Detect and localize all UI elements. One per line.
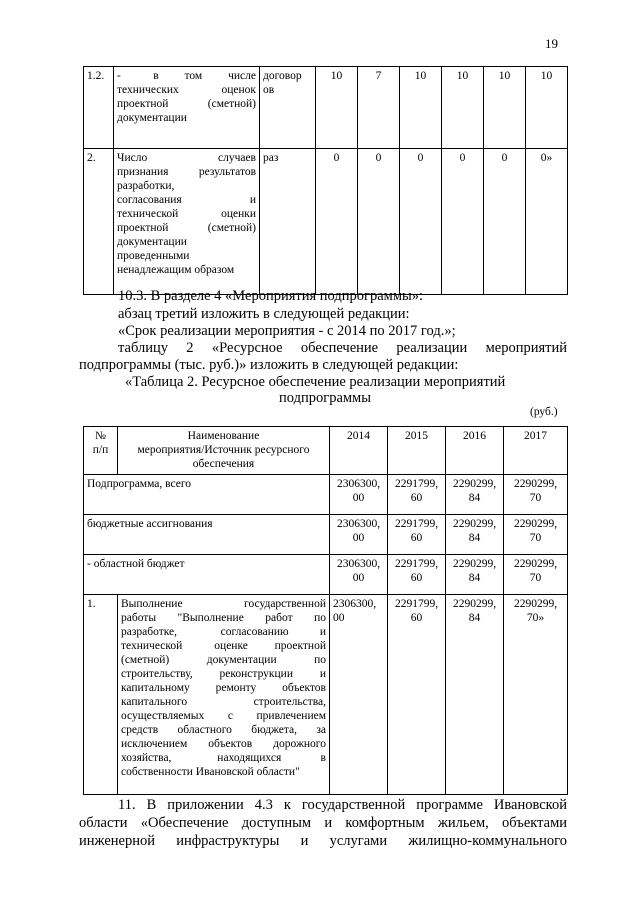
unit	[260, 67, 316, 149]
header-year: 2017	[504, 427, 568, 475]
indicator-name	[114, 149, 260, 295]
table-row	[84, 555, 568, 595]
value-cell	[330, 515, 388, 555]
value-cell: 10	[484, 67, 526, 149]
value-cell: 0	[358, 149, 400, 295]
text-line: 70	[529, 572, 542, 584]
text-line: №	[95, 430, 106, 442]
value-cell: 0»	[526, 149, 568, 295]
text-line: 2306300,	[333, 598, 377, 610]
table-caption: «Таблица 2. Ресурсное обеспечение реализации мероприятий	[125, 374, 506, 390]
text-line: Наименование	[187, 430, 260, 442]
text-line: договор	[263, 70, 302, 82]
text-line: 84	[468, 572, 481, 584]
value-cell: 0	[442, 149, 484, 295]
value-cell	[388, 475, 446, 515]
table-header-row	[84, 427, 568, 475]
text-line: ненадлежащим образом	[117, 264, 235, 276]
item-name	[118, 595, 330, 795]
value-cell: 7	[358, 67, 400, 149]
table-row	[84, 149, 568, 295]
value-cell	[446, 475, 504, 515]
text-line: 60	[410, 572, 423, 584]
indicators-table	[83, 66, 568, 295]
text-line: Число случаев	[117, 152, 256, 164]
text-line: 00	[352, 532, 365, 544]
text-line: 2291799,	[394, 558, 439, 570]
indicator-name	[114, 67, 260, 149]
text-line: собственности Ивановской области"	[121, 766, 300, 778]
value-cell: 0	[400, 149, 442, 295]
unit	[260, 149, 316, 295]
value-cell	[330, 555, 388, 595]
text-line: (сметной) документации по	[121, 654, 326, 666]
text-line: обеспечения	[192, 458, 255, 470]
text-line: раз	[263, 152, 279, 164]
text-line: 84	[468, 532, 481, 544]
text-line: проектной (сметной)	[117, 98, 256, 110]
value-cell	[446, 515, 504, 555]
header-year: 2015	[388, 427, 446, 475]
paragraph: таблицу 2 «Ресурсное обеспечение реализации мероприятий	[118, 340, 567, 356]
table-row	[84, 595, 568, 795]
text-line: технических оценок	[117, 84, 256, 96]
text-line: 60	[410, 612, 423, 624]
text-line: 2291799,	[394, 478, 439, 490]
row-number: 2.	[84, 149, 114, 295]
text-line: технической оценке проектной	[121, 640, 326, 652]
header-name	[118, 427, 330, 475]
value-cell: 10	[526, 67, 568, 149]
value-cell: 0	[484, 149, 526, 295]
text-line: 2290299,	[513, 598, 558, 610]
value-cell	[504, 555, 568, 595]
text-line: 84	[468, 492, 481, 504]
table-row	[84, 515, 568, 555]
paragraph: подпрограммы (тыс. руб.)» изложить в следующей редакции:	[79, 357, 459, 373]
text-line: технической оценки	[117, 208, 256, 220]
text-line: 00	[352, 572, 365, 584]
paragraph: области «Обеспечение доступным и комфортным жильем, объектами	[79, 815, 567, 831]
table-row	[84, 475, 568, 515]
value-cell: 0	[316, 149, 358, 295]
text-line: осуществляемых с привлечением	[121, 710, 326, 722]
text-line: проектной (сметной)	[117, 222, 256, 234]
text-line: капитальному ремонту объектов	[121, 682, 326, 694]
text-line: 60	[410, 532, 423, 544]
text-line: хозяйства, находящихся в	[121, 752, 326, 764]
text-line: признания результатов	[117, 166, 256, 178]
row-label: бюджетные ассигнования	[84, 515, 330, 555]
text-line: 2306300,	[336, 478, 381, 490]
text-line: разработке, согласованию и	[121, 626, 326, 638]
resources-table	[83, 426, 568, 795]
text-line: 2290299,	[452, 598, 497, 610]
text-line: 2290299,	[452, 478, 497, 490]
value-cell	[504, 515, 568, 555]
text-line: мероприятия/Источник ресурсного	[137, 444, 310, 456]
value-cell	[330, 475, 388, 515]
paragraph: абзац третий изложить в следующей редакции:	[118, 306, 410, 322]
header-year: 2014	[330, 427, 388, 475]
text-line: 2290299,	[452, 518, 497, 530]
text-line: 2290299,	[452, 558, 497, 570]
page-number: 19	[545, 36, 558, 51]
text-line: - в том числе	[117, 70, 256, 82]
row-label: - областной бюджет	[84, 555, 330, 595]
text-line: 2306300,	[336, 558, 381, 570]
text-line: документации	[117, 112, 187, 124]
value-cell	[446, 555, 504, 595]
value-cell	[446, 595, 504, 795]
paragraph: инженерной инфраструктуры и услугами жилищно-коммунального	[79, 833, 567, 849]
text-line: 84	[468, 612, 481, 624]
row-number: 1.	[84, 595, 118, 795]
value-cell	[388, 555, 446, 595]
value-cell: 10	[400, 67, 442, 149]
value-cell	[504, 595, 568, 795]
text-line: 2291799,	[394, 598, 439, 610]
value-cell	[388, 515, 446, 555]
text-line: строительству, реконструкции и	[121, 668, 326, 680]
text-line: ов	[263, 84, 275, 96]
value-cell	[388, 595, 446, 795]
text-line: 2290299,	[513, 558, 558, 570]
text-line: 70»	[526, 612, 545, 624]
table-row	[84, 67, 568, 149]
value-cell	[504, 475, 568, 515]
paragraph: «Срок реализации мероприятия - с 2014 по 2017 год.»;	[118, 323, 456, 339]
text-line: работы "Выполнение работ по	[121, 612, 326, 624]
paragraph: 10.3. В разделе 4 «Мероприятия подпрограммы»:	[118, 288, 424, 304]
unit-label: (руб.)	[530, 406, 558, 418]
text-line: 2290299,	[513, 518, 558, 530]
text-line: 60	[410, 492, 423, 504]
text-line: Выполнение государственной	[121, 598, 326, 610]
text-line: исключением объектов дорожного	[121, 738, 326, 750]
text-line: согласования и	[117, 194, 256, 206]
text-line: проведенными	[117, 250, 190, 262]
text-line: капитального строительства,	[121, 696, 326, 708]
text-line: разработки,	[117, 180, 175, 192]
row-number: 1.2.	[84, 67, 114, 149]
text-line: п/п	[92, 444, 109, 456]
value-cell	[330, 595, 388, 795]
text-line: 2290299,	[513, 478, 558, 490]
value-cell: 10	[442, 67, 484, 149]
text-line: 2306300,	[336, 518, 381, 530]
row-label: Подпрограмма, всего	[84, 475, 330, 515]
text-line: 00	[333, 612, 345, 624]
text-line: 2291799,	[394, 518, 439, 530]
value-cell: 10	[316, 67, 358, 149]
text-line: 70	[529, 492, 542, 504]
text-line: 00	[352, 492, 365, 504]
paragraph: 11. В приложении 4.3 к государственной программе Ивановской	[118, 797, 567, 813]
table-caption: подпрограммы	[279, 390, 371, 406]
header-num	[84, 427, 118, 475]
text-line: 70	[529, 532, 542, 544]
text-line: средств областного бюджета, за	[121, 724, 326, 736]
text-line: документации	[117, 236, 187, 248]
header-year: 2016	[446, 427, 504, 475]
